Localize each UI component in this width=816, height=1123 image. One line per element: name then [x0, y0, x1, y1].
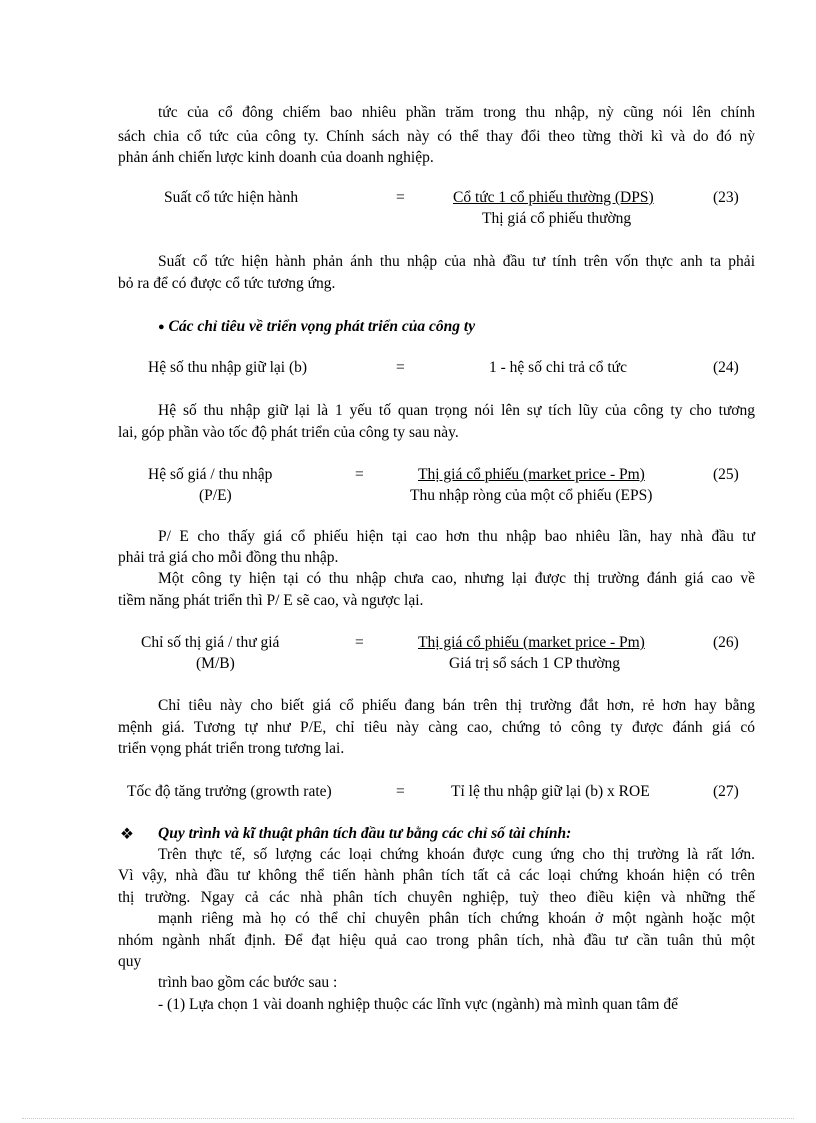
formula-23-denominator: Thị giá cổ phiếu thường	[482, 210, 632, 227]
paragraph-line: Vì vậy, nhà đầu tư không thể tiến hành phân tích tất cả các loại chứng khoán hiện có trên	[118, 867, 755, 884]
section-heading: Quy trình và kĩ thuật phân tích đầu tư bằng các chỉ số tài chính:	[158, 825, 572, 842]
formula-26-label-abbr: (M/B)	[196, 655, 235, 672]
bullet-icon: ●	[158, 321, 165, 333]
paragraph-line: quy	[118, 953, 142, 970]
paragraph-line: tức của cổ đông chiếm bao nhiêu phần trăm trong thu nhập, nỳ cũng nói lên chính	[158, 104, 755, 121]
formula-24-rhs: 1 - hệ số chi trả cổ tức	[489, 359, 627, 376]
paragraph-line: triển vọng phát triển trong tương lai.	[118, 740, 345, 757]
formula-23-label: Suất cổ tức hiện hành	[164, 189, 299, 206]
paragraph-line: Trên thực tế, số lượng các loại chứng khoán được cung ứng cho thị trường là rất lớn.	[158, 846, 755, 863]
formula-25-label-abbr: (P/E)	[199, 487, 232, 504]
formula-25-number: (25)	[713, 466, 739, 483]
section-heading-text: Các chỉ tiêu về triển vọng phát triển của công ty	[168, 318, 476, 335]
formula-23-numerator: Cổ tức 1 cổ phiếu thường (DPS)	[453, 189, 654, 206]
paragraph-line: Suất cổ tức hiện hành phản ánh thu nhập của nhà đầu tư tính trên vốn thực anh ta phải	[158, 253, 755, 270]
paragraph-line: lai, góp phần vào tốc độ phát triển của công ty sau này.	[118, 424, 459, 441]
formula-25-denominator: Thu nhập ròng của một cổ phiếu (EPS)	[410, 487, 653, 504]
paragraph-line: mạnh riêng mà họ có thể chỉ chuyên phân tích chứng khoán ở một ngành hoặc một	[158, 910, 755, 927]
paragraph-line: P/ E cho thấy giá cổ phiếu hiện tại cao hơn thu nhập bao nhiêu lần, hay nhà đầu tư	[158, 528, 755, 545]
formula-25-equals: =	[355, 466, 364, 483]
formula-26-equals: =	[355, 634, 364, 651]
formula-23-number: (23)	[713, 189, 739, 206]
formula-26-denominator: Giá trị sổ sách 1 CP thường	[449, 655, 621, 672]
formula-27-number: (27)	[713, 783, 739, 800]
paragraph-line: phải trả giá cho mỗi đồng thu nhập.	[118, 549, 339, 566]
formula-24-label: Hệ số thu nhập giữ lại (b)	[148, 359, 308, 376]
formula-23-equals: =	[396, 189, 405, 206]
formula-25-label: Hệ số giá / thu nhập	[148, 466, 273, 483]
formula-26-number: (26)	[713, 634, 739, 651]
paragraph-line: bỏ ra để có được cổ tức tương ứng.	[118, 275, 336, 292]
formula-24-equals: =	[396, 359, 405, 376]
formula-26-numerator: Thị giá cổ phiếu (market price - Pm)	[418, 634, 645, 651]
paragraph-line: nhóm ngành nhất định. Để đạt hiệu quả cao trong phân tích, nhà đầu tư cần tuân thủ một	[118, 932, 755, 949]
formula-27-label: Tốc độ tăng trưởng (growth rate)	[127, 783, 332, 800]
formula-27-equals: =	[396, 783, 405, 800]
paragraph-line: trình bao gồm các bước sau :	[158, 974, 338, 991]
formula-24-number: (24)	[713, 359, 739, 376]
paragraph-line: sách chia cổ tức của công ty. Chính sách này có thể thay đổi theo từng thời kì và do đó nỳ	[118, 128, 755, 145]
paragraph-line: phản ánh chiến lược kinh doanh của doanh nghiệp.	[118, 149, 434, 166]
paragraph-line: tiềm năng phát triển thì P/ E sẽ cao, và ngược lại.	[118, 592, 424, 609]
paragraph-line: Chỉ tiêu này cho biết giá cổ phiếu đang bán trên thị trường đắt hơn, rẻ hơn hay bằng	[158, 697, 755, 714]
diamond-bullet-icon: ❖	[120, 826, 134, 843]
formula-27-rhs: Tỉ lệ thu nhập giữ lại (b) x ROE	[451, 783, 650, 800]
paragraph-line: Một công ty hiện tại có thu nhập chưa cao, nhưng lại được thị trường đánh giá cao về	[158, 570, 755, 587]
paragraph-line: mệnh giá. Tương tự như P/E, chỉ tiêu này càng cao, chứng tỏ công ty được đánh giá có	[118, 719, 755, 736]
paragraph-line: thị trường. Ngay cả các nhà phân tích chuyên nghiệp, tuỳ theo điều kiện và những thế	[118, 889, 755, 906]
formula-25-numerator: Thị giá cổ phiếu (market price - Pm)	[418, 466, 645, 483]
paragraph-line: Hệ số thu nhập giữ lại là 1 yếu tố quan trọng nói lên sự tích lũy của công ty cho tương	[158, 402, 755, 419]
section-heading	[158, 318, 475, 336]
paragraph-line: - (1) Lựa chọn 1 vài doanh nghiệp thuộc các lĩnh vực (ngành) mà mình quan tâm để	[158, 996, 678, 1013]
page-bottom-divider	[22, 1118, 794, 1119]
formula-26-label: Chỉ số thị giá / thư giá	[141, 634, 280, 651]
